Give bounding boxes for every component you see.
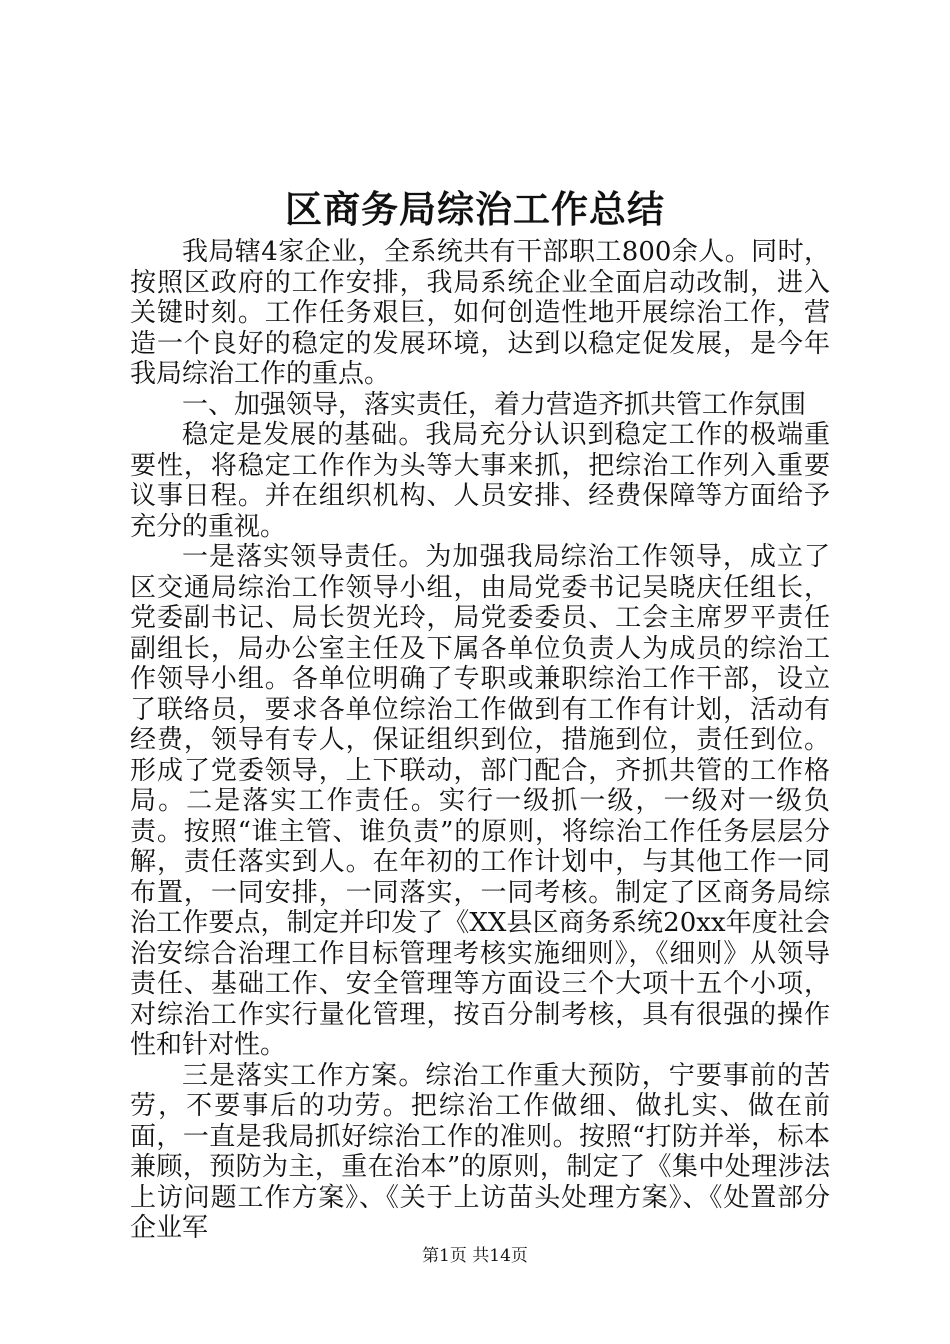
paragraph-leadership: 一是落实领导责任。为加强我局综治工作领导，成立了区交通局综治工作领导小组，由局党委书记吴晓庆任组长，党委副书记、局长贺光玲，局党委委员、工会主席罗平责任副组长，局办公室主任及下属各单位负责人为成员的综治工作领导小组。各单位明确了专职或兼职综治工作干部，设立了联络员，要求各单位综治工作做到有工作有计划，活动有经费，领导有专人，保证组织到位，措施到位，责任到位。形成了党委领导，上下联动，部门配合，齐抓共管的工作格局。二是落实工作责任。实行一级抓一级，一级对一级负责。按照“谁主管、谁负责”的原则，将综治工作任务层层分解，责任落实到人。在年初的工作计划中，与其他工作一同布置，一同安排，一同落实，一同考核。制定了区商务局综治工作要点，制定并印发了《XX县区商务系统20xx年度社会治安综合治理工作目标管理考核实施细则》，《细则》从领导责任、基础工作、安全管理等方面设三个大项十五个小项，对综治工作实行量化管理，按百分制考核，具有很强的操作性和针对性。 [130,542,830,1060]
document-title: 区商务局综治工作总结 [285,187,665,231]
document-body [130,237,830,1244]
page-number-footer: 第1页 共14页 [422,1246,528,1266]
paragraph-plan: 三是落实工作方案。综治工作重大预防，宁要事前的苦劳，不要事后的功劳。把综治工作做细、做扎实、做在前面，一直是我局抓好综治工作的准则。按照“打防并举，标本兼顾，预防为主，重在治本”的原则，制定了《集中处理涉法上访问题工作方案》、《关于上访苗头处理方案》、《处置部分企业军 [130,1060,830,1243]
section-heading-1: 一、加强领导，落实责任，着力营造齐抓共管工作氛围 [182,389,807,420]
paragraph-stability: 稳定是发展的基础。我局充分认识到稳定工作的极端重要性，将稳定工作作为头等大事来抓，把综治工作列入重要议事日程。并在组织机构、人员安排、经费保障等方面给予充分的重视。 [130,420,830,542]
paragraph-intro: 我局辖4家企业，全系统共有干部职工800余人。同时，按照区政府的工作安排，我局系统企业全面启动改制，进入关键时刻。工作任务艰巨，如何创造性地开展综治工作，营造一个良好的稳定的发展环境，达到以稳定促发展，是今年我局综治工作的重点。 [130,237,830,389]
